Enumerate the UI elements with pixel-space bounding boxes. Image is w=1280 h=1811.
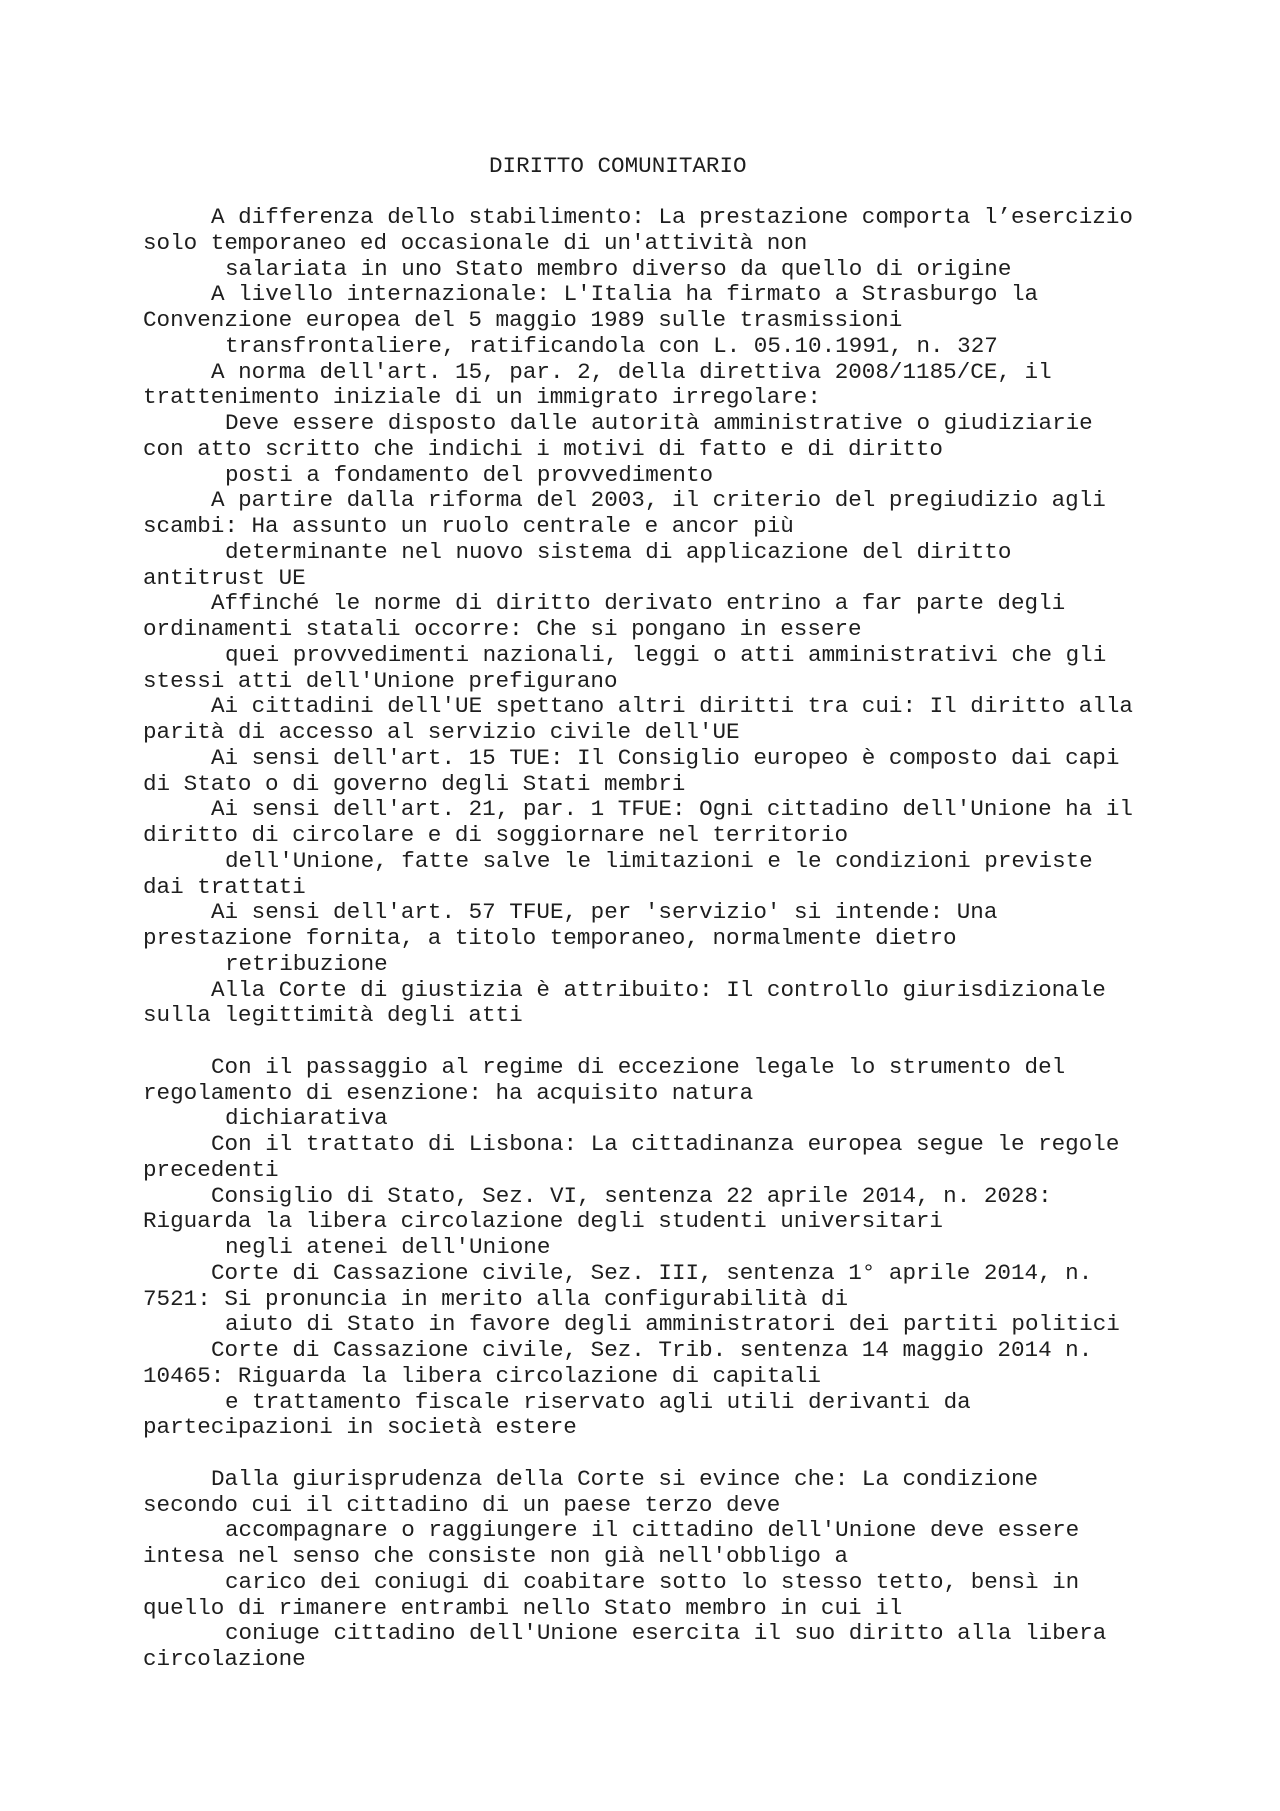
document-entry bbox=[143, 1261, 1243, 1338]
text-line: Convenzione europea del 5 maggio 1989 sulle trasmissioni bbox=[143, 307, 903, 333]
text-line: secondo cui il cittadino di un paese terzo deve bbox=[143, 1491, 781, 1518]
document-entry bbox=[143, 1055, 1243, 1132]
text-line: circolazione bbox=[143, 1646, 306, 1672]
text-line: A differenza dello stabilimento: La prestazione comporta l’esercizio bbox=[211, 204, 1133, 230]
text-line: Corte di Cassazione civile, Sez. III, sentenza 1° aprile 2014, n. bbox=[211, 1259, 1093, 1286]
text-line: e trattamento fiscale riservato agli utili derivanti da bbox=[225, 1388, 971, 1415]
document-entry bbox=[143, 488, 1243, 591]
text-line: regolamento di esenzione: ha acquisito natura bbox=[143, 1079, 754, 1106]
text-line: Dalla giurisprudenza della Corte si evince che: La condizione bbox=[211, 1465, 1039, 1492]
text-line: con atto scritto che indichi i motivi di fatto e di diritto bbox=[143, 435, 943, 462]
text-line: Deve essere disposto dalle autorità amministrative o giudiziarie bbox=[225, 410, 1093, 436]
text-line: salariata in uno Stato membro diverso da quello di origine bbox=[225, 255, 1012, 282]
text-line: retribuzione bbox=[225, 950, 388, 977]
text-line: partecipazioni in società estere bbox=[143, 1414, 577, 1441]
text-line: carico dei coniugi di coabitare sotto lo stesso tetto, bensì in bbox=[225, 1568, 1080, 1595]
text-line: Corte di Cassazione civile, Sez. Trib. sentenza 14 maggio 2014 n. bbox=[211, 1337, 1093, 1363]
document-entry bbox=[143, 1338, 1243, 1441]
document-entry bbox=[143, 205, 1243, 282]
text-line: intesa nel senso che consiste non già nell'obbligo a bbox=[143, 1543, 849, 1569]
text-line: Affinché le norme di diritto derivato entrino a far parte degli bbox=[211, 590, 1066, 617]
document-body bbox=[143, 205, 1243, 1673]
text-line: A norma dell'art. 15, par. 2, della direttiva 2008/1185/CE, il bbox=[211, 358, 1052, 385]
text-line: Ai sensi dell'art. 57 TFUE, per 'servizio' si intende: Una bbox=[211, 899, 998, 926]
text-line: Riguarda la libera circolazione degli studenti universitari bbox=[143, 1208, 943, 1235]
document-entry bbox=[143, 1184, 1243, 1261]
text-line: posti a fondamento del provvedimento bbox=[225, 461, 714, 488]
text-line: quei provvedimenti nazionali, leggi o atti amministrativi che gli bbox=[225, 641, 1107, 668]
text-line: A partire dalla riforma del 2003, il criterio del pregiudizio agli bbox=[211, 487, 1106, 514]
text-line: dai trattati bbox=[143, 873, 306, 900]
text-line: transfrontaliere, ratificandola con L. 05.10.1991, n. 327 bbox=[225, 332, 998, 359]
text-line: Ai sensi dell'art. 15 TUE: Il Consiglio europeo è composto dai capi bbox=[211, 744, 1120, 771]
text-line: antitrust UE bbox=[143, 564, 306, 591]
document-entry bbox=[143, 1132, 1243, 1184]
document-entry bbox=[143, 797, 1243, 900]
text-line: dichiarativa bbox=[225, 1105, 388, 1132]
text-line: Con il trattato di Lisbona: La cittadinanza europea segue le regole bbox=[211, 1131, 1120, 1157]
text-line: dell'Unione, fatte salve le limitazioni e le condizioni previste bbox=[225, 847, 1093, 874]
text-line: A livello internazionale: L'Italia ha firmato a Strasburgo la bbox=[211, 281, 1039, 308]
document-entry bbox=[143, 900, 1243, 977]
document-entry bbox=[143, 591, 1243, 694]
text-line: parità di accesso al servizio civile dell'UE bbox=[143, 719, 740, 745]
document-entry bbox=[143, 360, 1243, 489]
text-line: Alla Corte di giustizia è attribuito: Il controllo giurisdizionale bbox=[211, 976, 1106, 1003]
text-line: ordinamenti statali occorre: Che si pongano in essere bbox=[143, 616, 862, 642]
text-line: scambi: Ha assunto un ruolo centrale e ancor più bbox=[143, 513, 794, 539]
text-line: Con il passaggio al regime di eccezione legale lo strumento del bbox=[211, 1053, 1066, 1080]
document-entry bbox=[143, 1467, 1243, 1673]
text-line: 7521: Si pronuncia in merito alla configurabilità di bbox=[143, 1285, 849, 1312]
text-line: coniuge cittadino dell'Unione esercita il suo diritto alla libera bbox=[225, 1620, 1107, 1647]
text-line: aiuto di Stato in favore degli amministratori dei partiti politici bbox=[225, 1311, 1120, 1338]
text-line: Consiglio di Stato, Sez. VI, sentenza 22 aprile 2014, n. 2028: bbox=[211, 1182, 1052, 1209]
document-entry bbox=[143, 978, 1243, 1030]
text-line: solo temporaneo ed occasionale di un'attività non bbox=[143, 229, 808, 256]
document-entry bbox=[143, 694, 1243, 746]
text-line: Ai sensi dell'art. 21, par. 1 TFUE: Ogni cittadino dell'Unione ha il bbox=[211, 796, 1133, 823]
document-entry bbox=[143, 282, 1243, 359]
text-line: 10465: Riguarda la libera circolazione di capitali bbox=[143, 1362, 821, 1389]
document-title: DIRITTO COMUNITARIO bbox=[489, 153, 747, 179]
document-entry bbox=[143, 746, 1243, 798]
text-line: stessi atti dell'Unione prefigurano bbox=[143, 667, 618, 694]
text-line: prestazione fornita, a titolo temporaneo, normalmente dietro bbox=[143, 925, 957, 951]
text-line: trattenimento iniziale di un immigrato irregolare: bbox=[143, 384, 821, 411]
text-line: diritto di circolare e di soggiornare nel territorio bbox=[143, 822, 849, 848]
text-line: determinante nel nuovo sistema di applicazione del diritto bbox=[225, 538, 1012, 565]
text-line: accompagnare o raggiungere il cittadino dell'Unione deve essere bbox=[225, 1517, 1080, 1544]
text-line: precedenti bbox=[143, 1156, 279, 1183]
text-line: sulla legittimità degli atti bbox=[143, 1002, 523, 1029]
text-line: quello di rimanere entrambi nello Stato membro in cui il bbox=[143, 1594, 903, 1621]
text-line: Ai cittadini dell'UE spettano altri diritti tra cui: Il diritto alla bbox=[211, 693, 1133, 720]
text-line: negli atenei dell'Unione bbox=[225, 1234, 551, 1260]
text-line: di Stato o di governo degli Stati membri bbox=[143, 770, 686, 797]
